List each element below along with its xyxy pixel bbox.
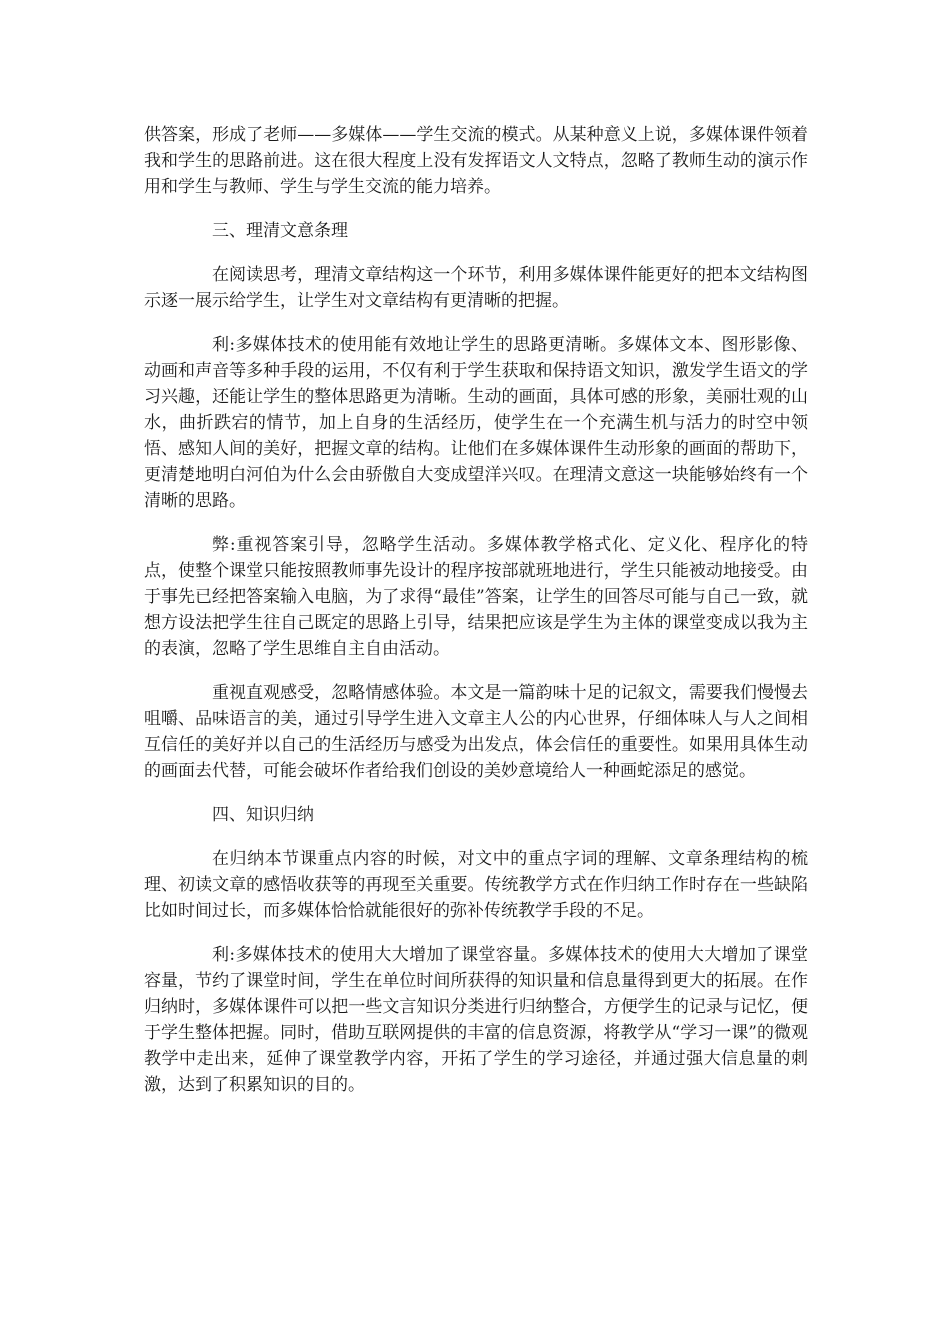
paragraph-continuation: 供答案，形成了老师——多媒体——学生交流的模式。从某种意义上说，多媒体课件领着我和学生的思路前进。这在很大程度上没有发挥语文人文特点，忽略了教师生动的演示作用和学生与教师、学生与学生交流的能力培养。 [144, 125, 808, 197]
paragraph: 在归纳本节课重点内容的时候，对文中的重点字词的理解、文章条理结构的梳理、初读文章的感悟收获等的再现至关重要。传统教学方式在作归纳工作时存在一些缺陷比如时间过长，而多媒体恰恰就能很好的弥补传统教学手段的不足。 [144, 849, 808, 921]
document-body [144, 122, 808, 1116]
paragraph-advantage: 利:多媒体技术的使用大大增加了课堂容量。多媒体技术的使用大大增加了课堂容量，节约了课堂时间，学生在单位时间所获得的知识量和信息量得到更大的拓展。在作归纳时，多媒体课件可以把一些文言知识分类进行归纳整合，方便学生的记录与记忆，便于学生整体把握。同时，借助互联网提供的丰富的信息资源，将教学从“学习一课”的微观教学中走出来，延伸了课堂教学内容，开拓了学生的学习途径，并通过强大信息量的刺激，达到了积累知识的目的。 [144, 945, 808, 1095]
paragraph-advantage: 利:多媒体技术的使用能有效地让学生的思路更清晰。多媒体文本、图形影像、动画和声音等多种手段的运用，不仅有利于学生获取和保持语文知识，激发学生语文的学习兴趣，还能让学生的整体思路更为清晰。生动的画面，具体可感的形象，美丽壮观的山水，曲折跌宕的情节，加上自身的生活经历，使学生在一个充满生机与活力的时空中领悟、感知人间的美好，把握文章的结构。让他们在多媒体课件生动形象的画面的帮助下，更清楚地明白河伯为什么会由骄傲自大变成望洋兴叹。在理清文意这一块能够始终有一个清晰的思路。 [144, 335, 808, 511]
section-heading-3: 三、理清文意条理 [212, 221, 348, 241]
paragraph-disadvantage: 弊:重视答案引导，忽略学生活动。多媒体教学格式化、定义化、程序化的特点，使整个课堂只能按照教师事先设计的程序按部就班地进行，学生只能被动地接受。由于事先已经把答案输入电脑，为了求得“最佳”答案，让学生的回答尽可能与自己一致，就想方设法把学生往自己既定的思路上引导，结果把应该是学生为主体的课堂变成以我为主的表演，忽略了学生思维自主自由活动。 [144, 535, 808, 659]
paragraph: 在阅读思考，理清文章结构这一个环节，利用多媒体课件能更好的把本文结构图示逐一展示给学生，让学生对文章结构有更清晰的把握。 [144, 265, 808, 311]
paragraph: 重视直观感受，忽略情感体验。本文是一篇韵味十足的记叙文，需要我们慢慢去咀嚼、品味语言的美，通过引导学生进入文章主人公的内心世界，仔细体味人与人之间相互信任的美好并以自己的生活经历与感受为出发点，体会信任的重要性。如果用具体生动的画面去代替，可能会破坏作者给我们创设的美妙意境给人一种画蛇添足的感觉。 [144, 683, 808, 781]
section-heading-4: 四、知识归纳 [212, 805, 314, 825]
